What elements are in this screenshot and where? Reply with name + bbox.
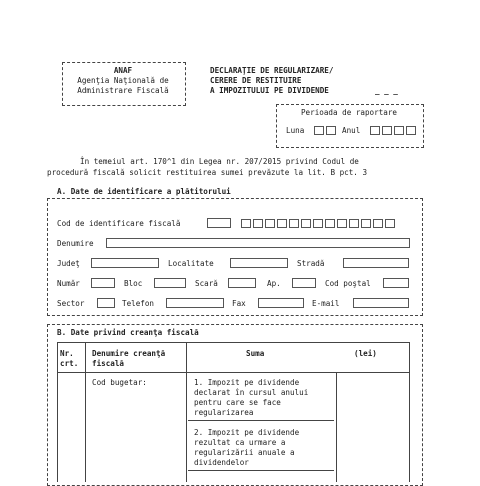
table-col-divider-2 [85,342,86,482]
street-input[interactable] [343,258,409,268]
item2-line4: dividendelor [194,458,249,467]
declaration-marker: _ _ _ [375,86,398,95]
number-input[interactable] [91,278,115,288]
table-col-divider-3 [186,342,187,482]
email-input[interactable] [353,298,409,308]
period-title: Perioada de raportare [300,108,397,117]
apt-input[interactable] [292,278,316,288]
cif-label: Cod de identificare fiscală [57,219,181,228]
sector-label: Sector [57,299,85,308]
col-name-line2: fiscală [92,359,125,368]
agency-line1: Agenţia Naţională de [77,76,169,85]
cif-prefix-input[interactable] [207,218,231,228]
table-col-divider-4 [409,342,410,482]
table-header-rule [57,372,409,373]
block-input[interactable] [154,278,186,288]
period-month-label: Luna [286,126,305,135]
agency-short: ANAF [113,66,133,75]
item2-line2: rezultat ca urmare a [194,438,286,447]
budget-code-label: Cod bugetar: [92,378,147,387]
item1-line3: pentru care se face [194,398,281,407]
cif-input[interactable] [240,218,396,228]
item2-underline [188,470,334,471]
agency-line2: Administrare Fiscală [77,86,169,95]
item1-line1: 1. Impozit pe dividende [194,378,300,387]
stair-input[interactable] [228,278,256,288]
section-b-title: B. Date privind creanţa fiscală [57,328,199,337]
item1-line4: regularizarea [194,408,254,417]
block-label: Bloc [124,279,143,288]
phone-label: Telefon [122,299,155,308]
name-label: Denumire [57,239,94,248]
intro-line2: procedură fiscală solicit restituirea sumei prevăzute la lit. B pct. 3 [47,168,368,177]
col-name-line1: Denumire creanţă [92,349,166,358]
amount-col-divider [336,372,337,482]
stair-label: Scară [195,279,218,288]
period-year-input[interactable] [369,125,417,135]
item2-line1: 2. Impozit pe dividende [194,428,300,437]
locality-input[interactable] [230,258,288,268]
declaration-title-line1: DECLARAŢIE DE REGULARIZARE/ [210,66,334,75]
period-month-input[interactable] [313,125,337,135]
declaration-title-line2: CERERE DE RESTITUIRE [210,76,302,85]
county-label: Judeţ [57,259,80,268]
apt-label: Ap. [267,279,281,288]
postal-label: Cod poştal [325,279,371,288]
name-input[interactable] [106,238,410,248]
declaration-title-line3: A IMPOZITULUI PE DIVIDENDE [210,86,329,95]
table-col-divider-1 [57,342,58,482]
period-year-label: Anul [342,126,361,135]
item1-line2: declarat în cursul anului [194,388,309,397]
col-unit: (lei) [354,349,377,358]
postal-input[interactable] [383,278,409,288]
county-input[interactable] [91,258,159,268]
intro-line1: În temeiul art. 170^1 din Legea nr. 207/2015 privind Codul de [80,157,359,166]
col-nr-line2: crt. [60,359,79,368]
item2-line3: regularizării anuale a [194,448,295,457]
street-label: Stradă [297,259,325,268]
locality-label: Localitate [168,259,214,268]
table-top-rule [57,342,409,343]
email-label: E-mail [312,299,340,308]
phone-input[interactable] [166,298,224,308]
number-label: Număr [57,279,80,288]
section-a-title: A. Date de identificare a plătitorului [57,187,231,196]
col-sum: Suma [246,349,265,358]
fax-input[interactable] [258,298,304,308]
fax-label: Fax [232,299,246,308]
sector-input[interactable] [97,298,115,308]
item1-underline [188,420,334,421]
col-nr-line1: Nr. [60,349,74,358]
